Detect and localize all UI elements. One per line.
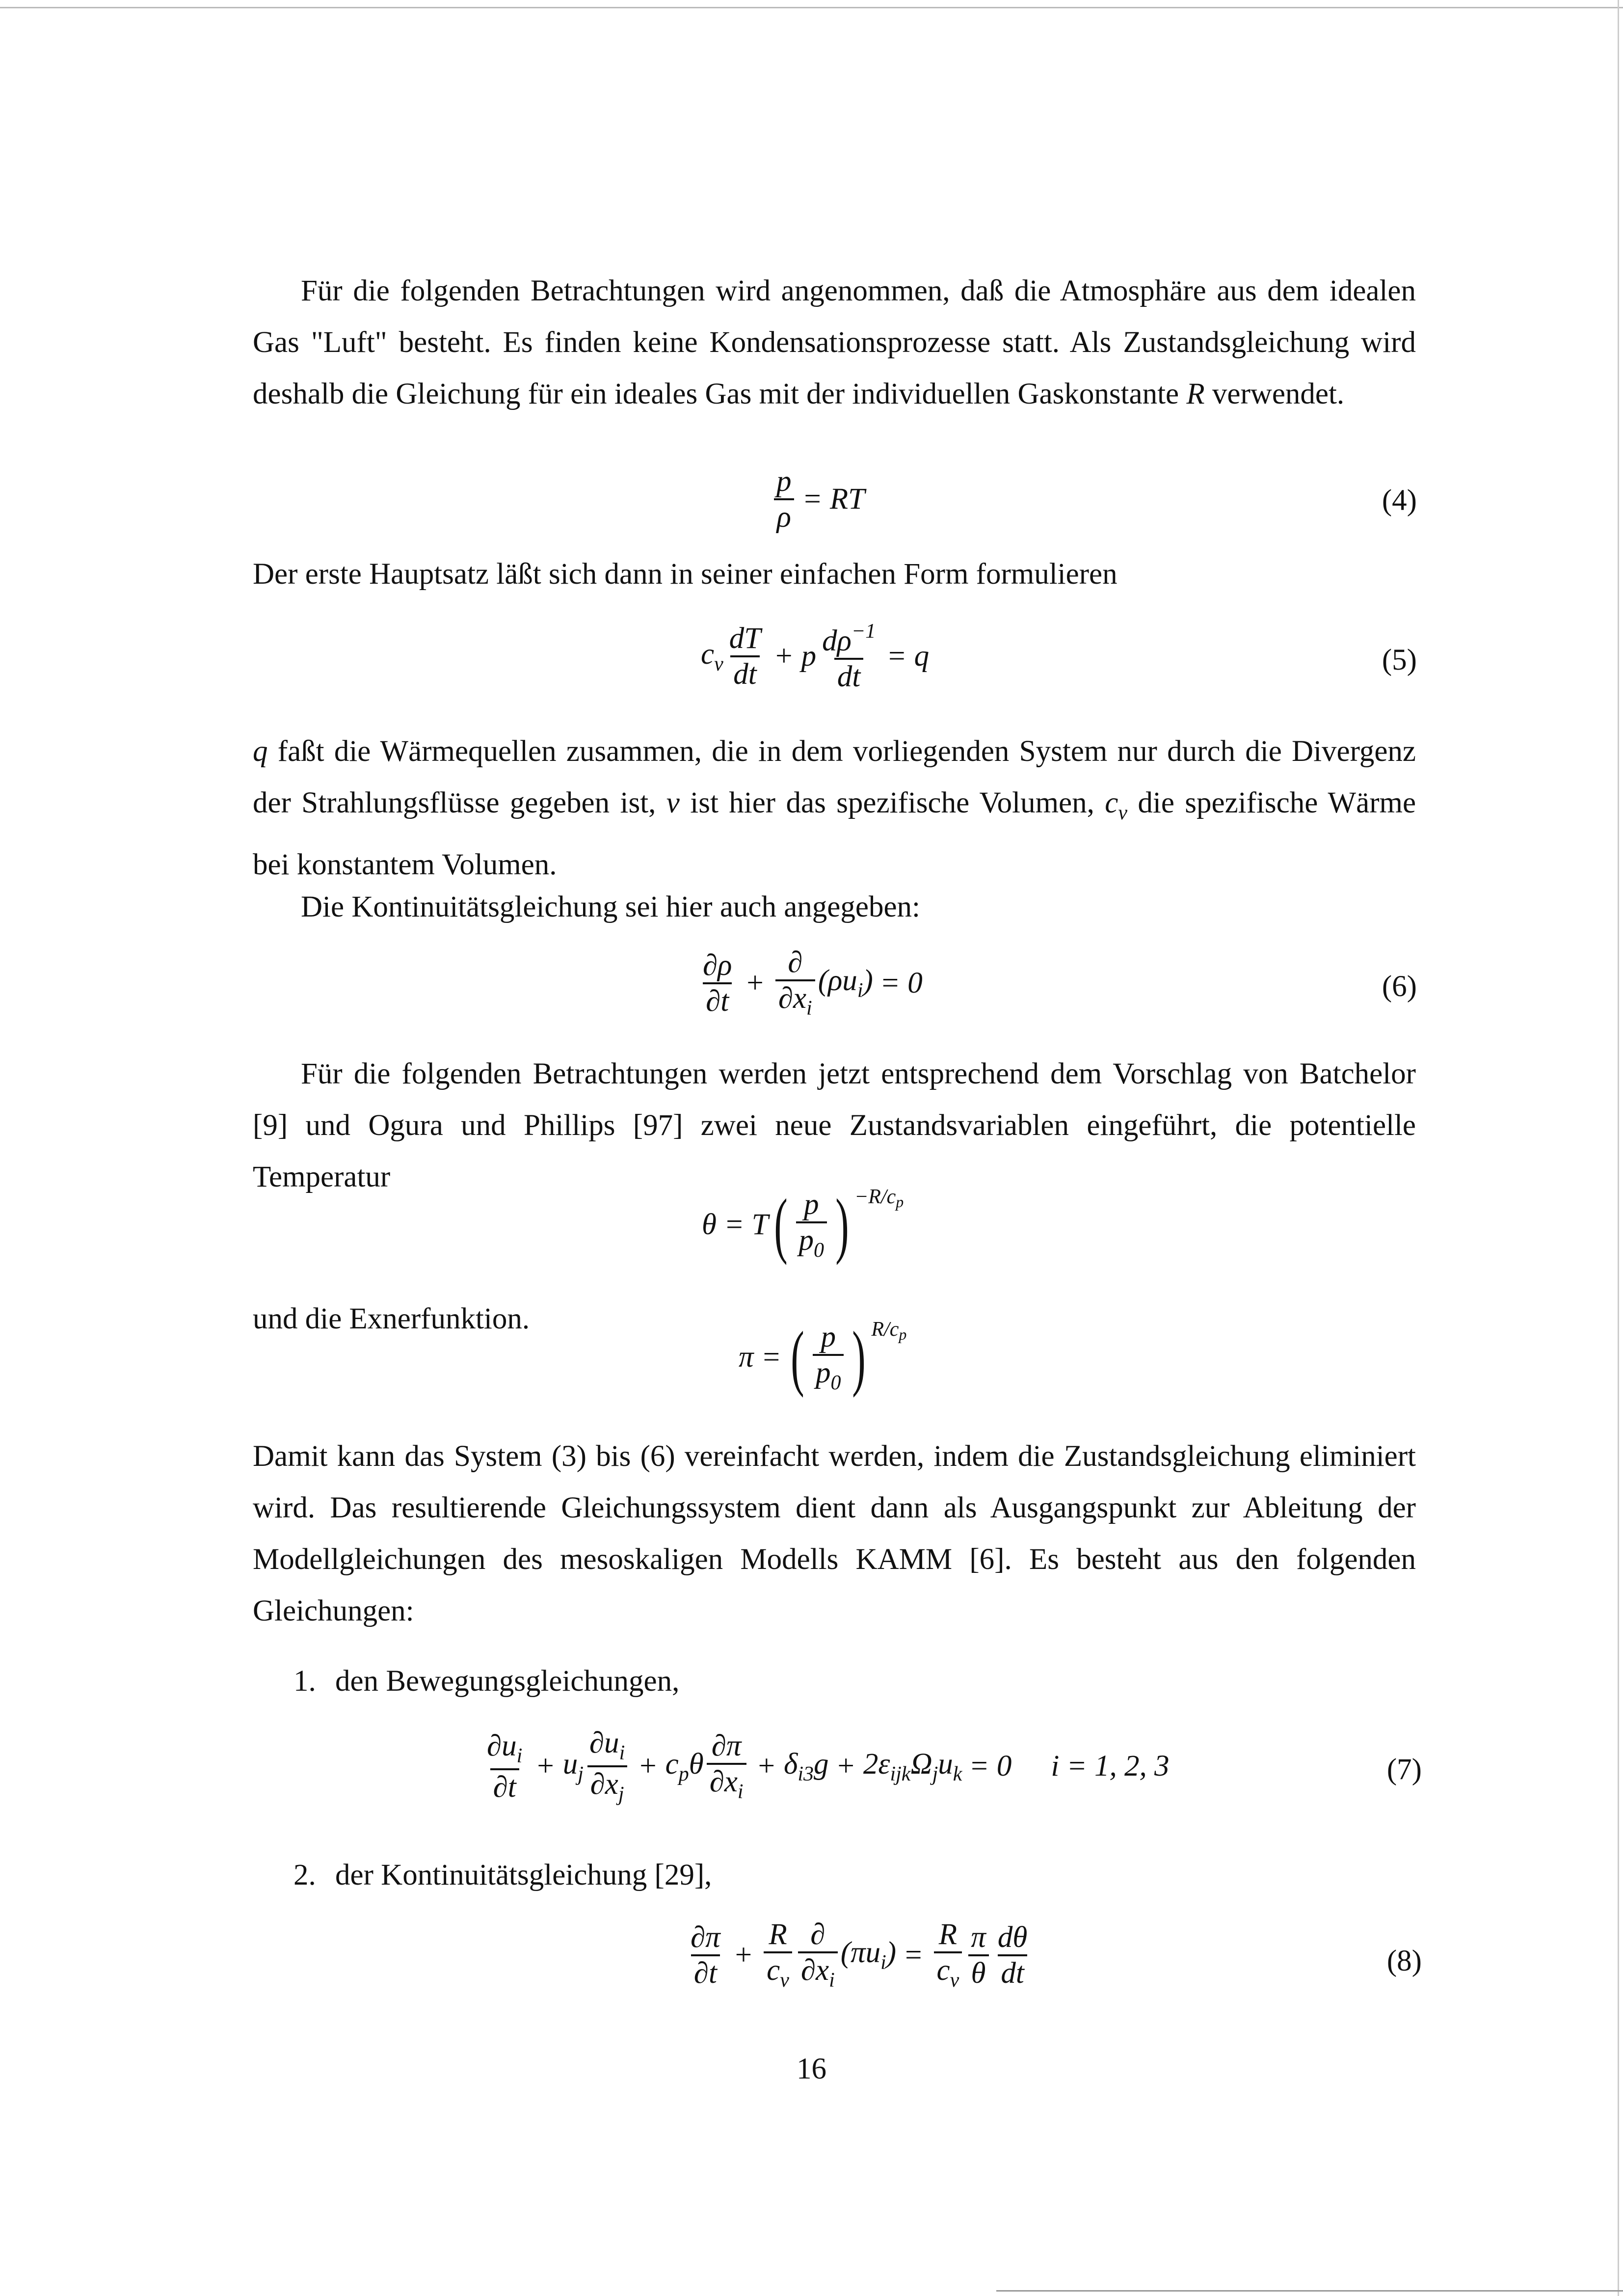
paragraph-1-tail: verwendet.: [1212, 378, 1345, 410]
list-item-2-text: der Kontinuitätsgleichung [29],: [335, 1859, 712, 1891]
equation-7: $\frac{\partial u_i}{\partial t}$ + $u_j$ $\frac{\partial u_i}{\partial x_j}$ + $c_p\theta$ $\frac{\partial\pi}{\partial x_i}$ + $\delta_{i3}g$ + $2\varepsilon_{ijk}\Omega_ju_k$ = 0 i = 1, 2, 3: [487, 1727, 1170, 1806]
page-number: 16: [797, 2053, 826, 2085]
equation-8: $\frac{\partial\pi}{\partial t}$ + $\frac{R}{c_v}$ $\frac{\partial}{\partial x_i}$ $(\pi u_i)$ = $\frac{R}{c_v}$ $\frac{\pi}{\theta}$ $\frac{d\theta}{dt}$: [691, 1918, 1028, 1992]
paragraph-3: q faßt die Wärmequellen zusammen, die in dem vorliegenden System nur durch die Divergenz der Strahlungsflüsse gegeben ist, v ist hier das spezifische Volumen, $c_v$ die spezifische Wärme bei konstantem Volumen.: [253, 735, 1416, 881]
eq4-rhs: = RT: [802, 483, 865, 515]
eq5-cv: $c_v$: [701, 637, 723, 675]
eq5-frac-dT-dt: $\frac{dT}{dt}$: [729, 622, 761, 691]
equation-potential-temperature: θ = T ( $\frac{p}{p_0}$ ) −R/cp: [702, 1184, 904, 1266]
equation-4: [771, 466, 865, 532]
scan-bottom-edge: [996, 2290, 1623, 2292]
list-item-1-number: 1.: [293, 1665, 316, 1698]
scan-right-edge: [1618, 0, 1619, 2296]
equation-5: $c_v$ $\frac{dT}{dt}$ + p $\frac{d\rho^{-1}}{dt}$ = q: [701, 620, 930, 693]
equation-6-number: (6): [1382, 970, 1417, 1003]
list-item-1-text: den Bewegungsgleichungen,: [335, 1665, 680, 1698]
equation-5-number: (5): [1382, 644, 1417, 676]
eq5-frac-drho-dt: $\frac{d\rho^{-1}}{dt}$: [822, 620, 876, 693]
scan-top-edge: [0, 7, 1623, 8]
equation-exner-function: π = ( $\frac{p}{p_0}$ ) R/cp: [739, 1317, 907, 1398]
var-R: R: [1186, 378, 1205, 410]
paragraph-2-text: Der erste Hauptsatz läßt sich dann in seiner einfachen Form formulieren: [253, 558, 1117, 591]
paragraph-7: Damit kann das System (3) bis (6) vereinfacht werden, indem die Zustandsgleichung eliminiert wird. Das resultierende Gleichungssystem dient dann als Ausgangspunkt zur Ableitung der Modellgleichungen des mesoskaligen Modells KAMM [6]. Es besteht aus den folgenden Gleichungen:: [253, 1440, 1416, 1627]
eq5-rhs: = q: [886, 640, 930, 673]
paragraph-2: [253, 548, 1416, 600]
paragraph-5: Für die folgenden Betrachtungen werden jetzt entsprechend dem Vorschlag von Batchelor [9] und Ogura und Phillips [97] zwei neue Zustandsvariablen eingeführt, die potentielle Temperatur: [253, 1057, 1416, 1193]
equation-8-number: (8): [1386, 1945, 1422, 1977]
paragraph-1-text: Für die folgenden Betrachtungen wird angenommen, daß die Atmosphäre aus dem idealen Gas "Luft" besteht. Es finden keine Kondensationsprozesse statt. Als Zustandsgleichung wird deshalb die Gleichung für ein ideales Gas mit der individuellen Gaskonstante: [253, 274, 1416, 410]
equation-4-number: (4): [1382, 484, 1417, 517]
paragraph-6: und die Exnerfunktion.: [253, 1302, 530, 1335]
equation-7-number: (7): [1386, 1753, 1422, 1786]
paragraph-4: Die Kontinuitätsgleichung sei hier auch angegeben:: [301, 891, 920, 923]
eq4-fraction: $\frac{p}{\rho}$: [773, 466, 795, 532]
list-item-2-number: 2.: [293, 1859, 316, 1891]
equation-6: $\frac{\partial\rho}{\partial t}$ + $\frac{\partial}{\partial x_i}$ $(\rho u_i)$ = 0: [703, 946, 923, 1020]
paragraph-1: [253, 265, 1416, 420]
